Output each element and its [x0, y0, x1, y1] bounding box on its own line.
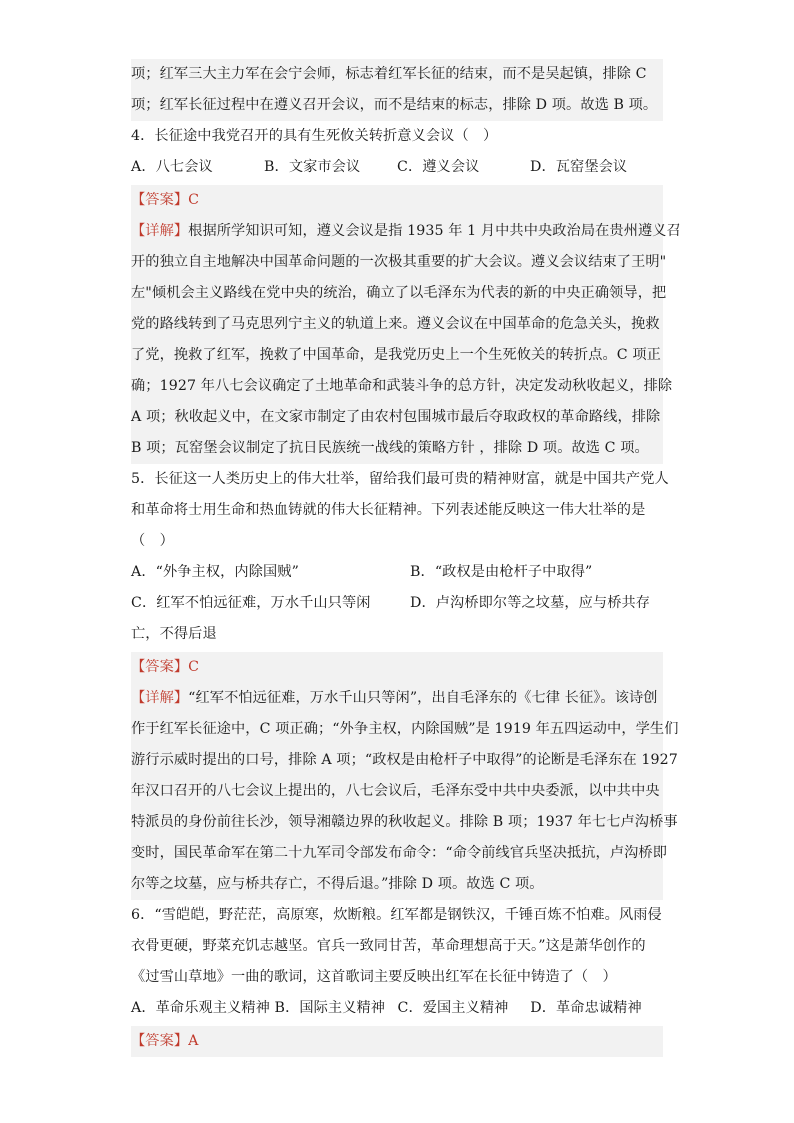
- document-page: [131, 59, 681, 1057]
- answer-value: A: [188, 1033, 199, 1049]
- detail-line: A 项；秋收起义中，在文家市制定了由农村包围城市最后夺取政权的革命路线，排除: [131, 409, 661, 425]
- answer-label: 【答案】: [131, 1033, 189, 1049]
- detail-label: 【详解】: [131, 690, 189, 706]
- explanation-line: 项；红军长征过程中在遵义召开会议，而不是结束的标志，排除 D 项。故选 B 项。: [131, 97, 658, 113]
- answer-label: 【答案】: [131, 659, 189, 675]
- question-4-options: [131, 152, 663, 183]
- option-b: B．文家市会议: [264, 159, 361, 175]
- detail-line: 年汉口召开的八七会议上提出的，八七会议后，毛泽东受中共中央委派，以中共中央: [131, 783, 660, 799]
- detail-line: 确；1927 年八七会议确定了土地革命和武装斗争的总方针，决定发动秋收起义，排除: [131, 378, 673, 394]
- question-5-stem-line: 和革命将士用生命和热血铸就的伟大长征精神。下列表述能反映这一伟大壮举的是: [131, 502, 646, 518]
- option-d: D．革命忠诚精神: [530, 1000, 642, 1016]
- option-c: C．遵义会议: [397, 159, 480, 175]
- option-d: D．瓦窑堡会议: [530, 159, 628, 175]
- question-6-stem-line: 6．“雪皑皑，野茫茫，高原寒，炊断粮。红军都是钢铁汉，千锤百炼不怕难。风雨侵: [131, 907, 662, 923]
- question-5-stem-line: （ ）: [131, 533, 174, 549]
- explanation-line: 项；红军三大主力军在会宁会师，标志着红军长征的结束，而不是吴起镇，排除 C: [131, 66, 647, 82]
- detail-line: 左"倾机会主义路线在党中央的统治，确立了以毛泽东为代表的新的中央正确领导，把: [131, 285, 667, 301]
- option-d: D．卢沟桥即尔等之坟墓，应与桥共存: [410, 595, 651, 611]
- answer-value: C: [188, 659, 200, 675]
- detail-line: 变时，国民革命军在第二十九军司令部发布命令：“命令前线官兵坚决抵抗，卢沟桥即: [131, 845, 667, 861]
- option-d-continuation: 亡，不得后退: [131, 626, 217, 642]
- option-c: C．爱国主义精神: [397, 1000, 509, 1016]
- detail-line: 尔等之坟墓，应与桥共存亡，不得后退。”排除 D 项。故选 C 项。: [131, 876, 544, 892]
- detail-line: 游行示威时提出的口号，排除 A 项；“政权是由枪杆子中取得”的论断是毛泽东在 1927: [131, 752, 678, 768]
- prev-explanation-block: [131, 59, 663, 121]
- answer-value: C: [188, 192, 200, 208]
- option-a: A．“外争主权，内除国贼”: [131, 564, 299, 580]
- detail-line: 党的路线转到了马克思列宁主义的轨道上来。遵义会议在中国革命的危急关头，挽救: [131, 316, 660, 332]
- question-6-stem-line: 《过雪山草地》一曲的歌词，这首歌词主要反映出红军在长征中铸造了（ ）: [131, 969, 617, 985]
- option-a: A．八七会议: [131, 159, 213, 175]
- answer-label: 【答案】: [131, 192, 189, 208]
- question-4-stem: 4．长征途中我党召开的具有生死攸关转折意义会议（ ）: [131, 128, 498, 144]
- detail-line: 了党，挽救了红军，挽救了中国革命，是我党历史上一个生死攸关的转折点。C 项正: [131, 347, 661, 363]
- option-b: B．“政权是由枪杆子中取得”: [410, 564, 593, 580]
- question-5-options-row-2: [131, 588, 663, 619]
- detail-line: 【详解】根据所学知识可知，遵义会议是指 1935 年 1 月中共中央政治局在贵州遵义召: [131, 223, 681, 239]
- question-6-options: [131, 993, 663, 1024]
- question-5-answer: [131, 652, 663, 683]
- option-a-b: A．革命乐观主义精神 B．国际主义精神: [131, 1000, 386, 1016]
- detail-line: B 项；瓦窑堡会议制定了抗日民族统一战线的策略方针 ，排除 D 项。故选 C 项。: [131, 440, 649, 456]
- option-c: C．红军不怕远征难，万水千山只等闲: [131, 595, 371, 611]
- detail-line: 开的独立自主地解决中国革命问题的一次极其重要的扩大会议。遵义会议结束了王明": [131, 254, 667, 270]
- question-4-detail: [131, 216, 681, 464]
- question-4-answer: [131, 185, 663, 216]
- question-5-detail: [131, 683, 679, 900]
- detail-line: 作于红军长征途中，C 项正确；“外争主权，内除国贼”是 1919 年五四运动中，学生们: [131, 721, 679, 737]
- question-5-options-row-1: [131, 557, 663, 588]
- detail-line: 特派员的身份前往长沙，领导湘赣边界的秋收起义。排除 B 项；1937 年七七卢沟桥事: [131, 814, 678, 830]
- question-5-stem-line: 5．长征这一人类历史上的伟大壮举，留给我们最可贵的精神财富，就是中国共产党人: [131, 471, 669, 487]
- detail-label: 【详解】: [131, 223, 189, 239]
- detail-line: 【详解】“红军不怕远征难，万水千山只等闲”，出自毛泽东的《七律 长征》。该诗创: [131, 690, 658, 706]
- question-6-stem-line: 衣骨更硬，野菜充饥志越坚。官兵一致同甘苦，革命理想高于天。”这是萧华创作的: [131, 938, 646, 954]
- question-6-answer: [131, 1026, 663, 1057]
